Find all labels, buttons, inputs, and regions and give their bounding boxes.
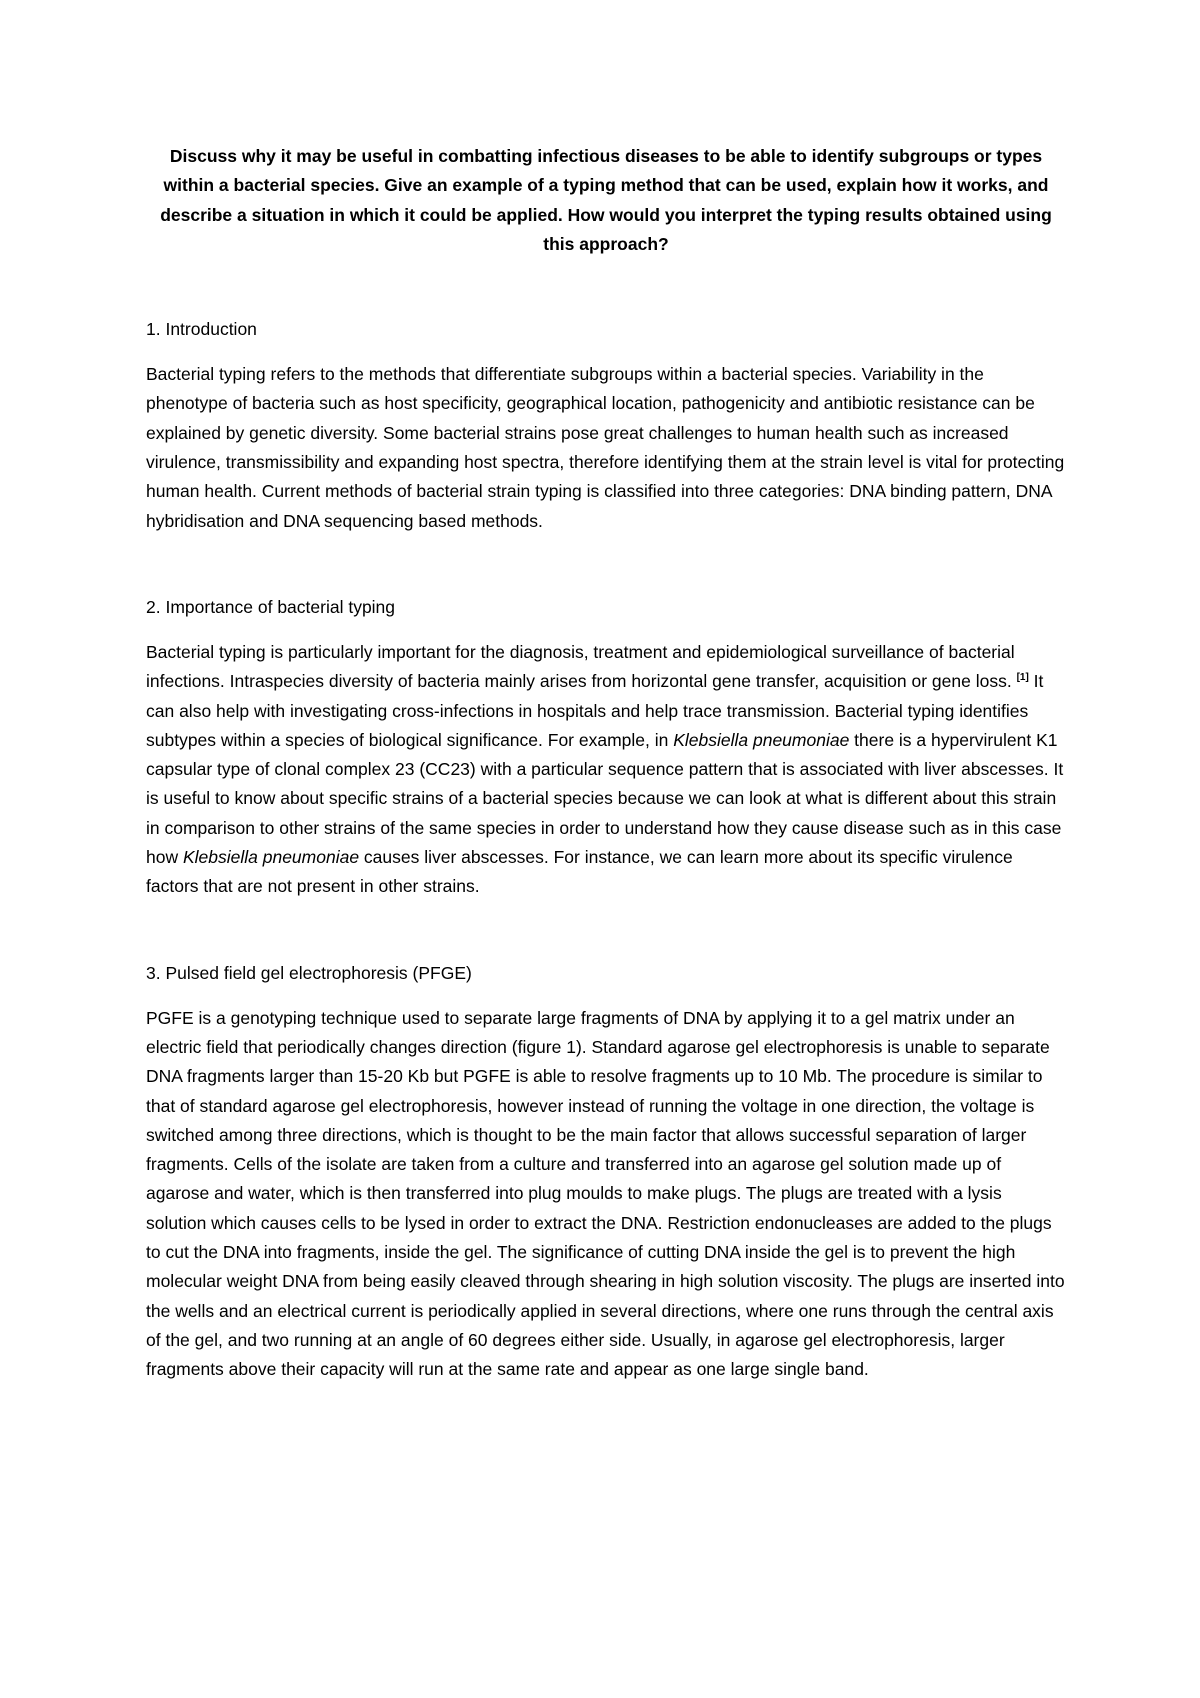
text-run: causes liver abscesses. For instance, we can learn more about its specific virulence factors that are not present in other strains. [146,847,1013,897]
section-heading-pfge: 3. Pulsed field gel electrophoresis (PFGE) [146,962,472,983]
citation-reference: [1] [1016,672,1029,684]
text-run: there is a hypervirulent K1 capsular type of clonal complex 23 (CC23) with a particular sequence pattern that is associated with liver abscesses. It is useful to know about specific strains of a bacterial species because we can look at what is different about this strain in comparison to other strains of the same species in order to understand how they cause disease such as in this case how [146,729,1064,868]
section-heading-importance: 2. Importance of bacterial typing [146,596,396,617]
text-run: It can also help with investigating cross-infections in hospitals and help trace transmission. Bacterial typing identifies subtypes within a species of biological significance. For example, in [146,671,1044,750]
species-name: Klebsiella pneumoniae [673,729,850,750]
paragraph-importance [146,638,1066,902]
text-run: Bacterial typing is particularly important for the diagnosis, treatment and epidemiological surveillance of bacterial infections. Intraspecies diversity of bacteria mainly arises from horizontal gene transfer, acquisition or gene loss. [146,641,1017,692]
section-heading-introduction: 1. Introduction [146,319,257,340]
document-page [146,142,1066,1385]
species-name: Klebsiella pneumoniae [182,847,360,868]
essay-question: Discuss why it may be useful in combatting infectious diseases to be able to identify subgroups or types within a bacterial species. Give an example of a typing method that can be used, explain how it works, and describe a situation in which it could be applied. How would you interpret the typing results obtained using this approach? [160,146,1052,254]
paragraph-introduction: Bacterial typing refers to the methods that differentiate subgroups within a bacterial species. Variability in the phenotype of bacteria such as host specificity, geographical location, pathogenicity and antibiotic resistance can be explained by genetic diversity. Some bacterial strains pose great challenges to human health such as increased virulence, transmissibility and expanding host spectra, therefore identifying them at the strain level is vital for protecting human health. Current methods of bacterial strain typing is classified into three categories: DNA binding pattern, DNA hybridisation and DNA sequencing based methods. [146,364,1065,531]
paragraph-pfge: PGFE is a genotyping technique used to separate large fragments of DNA by applying it to a gel matrix under an electric field that periodically changes direction (figure 1). Standard agarose gel electrophoresis is unable to separate DNA fragments larger than 15-20 Kb but PGFE is able to resolve fragments up to 10 Mb. The procedure is similar to that of standard agarose gel electrophoresis, however instead of running the voltage in one direction, the voltage is switched among three directions, which is thought to be the main factor that allows successful separation of larger fragments. Cells of the isolate are taken from a culture and transferred into an agarose gel solution made up of agarose and water, which is then transferred into plug moulds to make plugs. The plugs are treated with a lysis solution which causes cells to be lysed in order to extract the DNA. Restriction endonucleases are added to the plugs to cut the DNA into fragments, inside the gel. The significance of cutting DNA inside the gel is to prevent the high molecular weight DNA from being easily cleaved through shearing in high solution viscosity. The plugs are inserted into the wells and an electrical current is periodically applied in several directions, where one runs through the central axis of the gel, and two running at an angle of 60 degrees either side. Usually, in agarose gel electrophoresis, larger fragments above their capacity will run at the same rate and appear as one large single band. [146,1007,1065,1380]
